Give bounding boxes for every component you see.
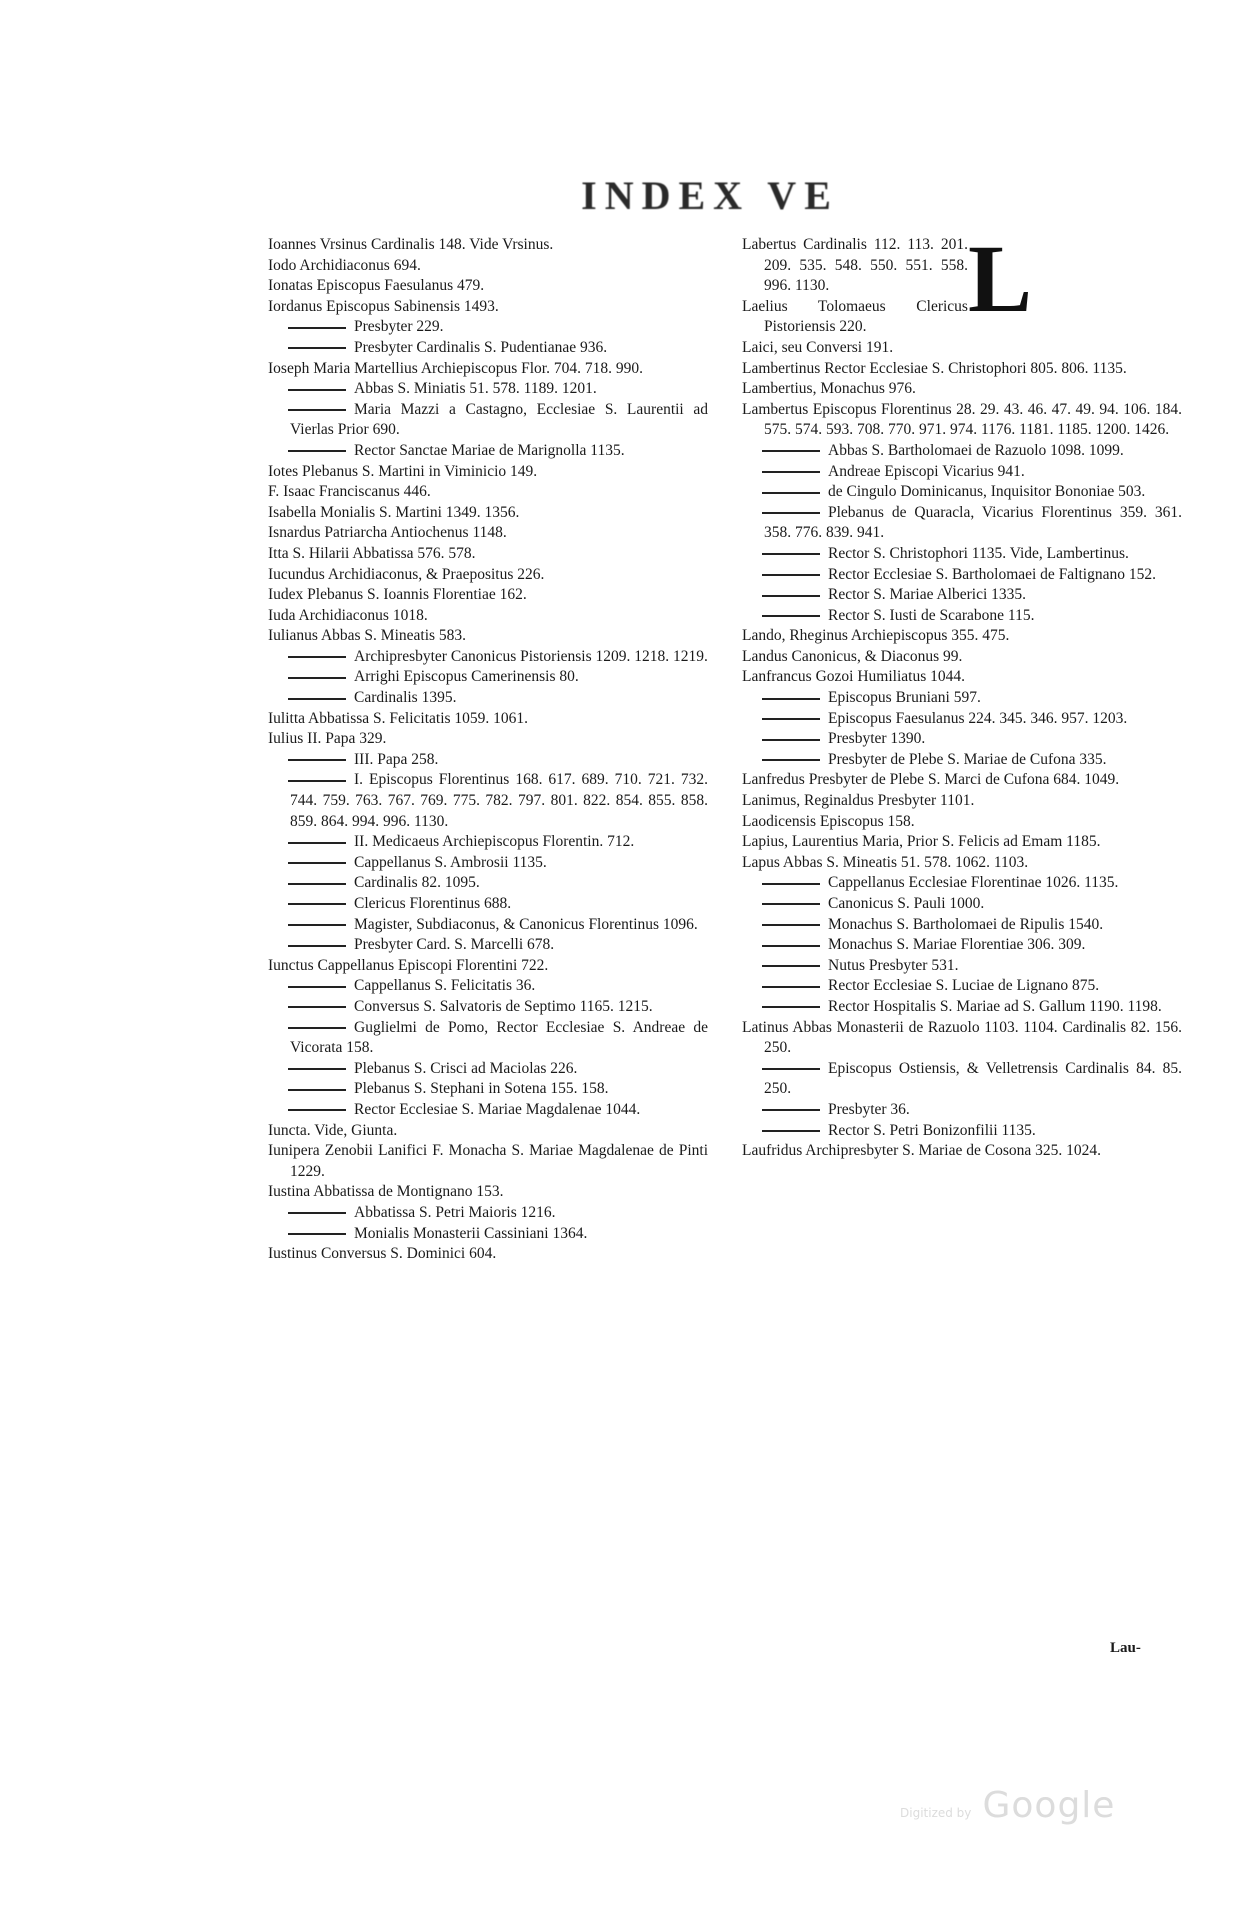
index-entry-text: Monialis Monasterii Cassiniani 1364. [354, 1224, 588, 1242]
ditto-dash [288, 945, 346, 947]
index-entry [742, 503, 1182, 544]
ditto-dash [762, 1068, 820, 1070]
index-column-left [268, 235, 708, 1265]
index-entry-text: Lambertus Episcopus Florentinus 28. 29. 43. 46. 47. 49. 94. 106. 184. 575. 574. 593. 708. 770. 971. 974. 1176. 1181. 1185. 1200. 1426. [742, 400, 1182, 439]
index-entry [742, 935, 1182, 956]
index-entry [268, 1100, 708, 1121]
index-entry-text: Arrighi Episcopus Camerinensis 80. [354, 668, 579, 686]
ditto-dash [762, 924, 820, 926]
index-entry [742, 853, 1182, 874]
ditto-dash [762, 1130, 820, 1132]
ditto-dash [762, 698, 820, 700]
index-entry-text: Rector Hospitalis S. Mariae ad S. Gallum 1190. 1198. [828, 997, 1162, 1015]
index-entry [742, 915, 1182, 936]
index-entry-text: Iulitta Abbatissa S. Felicitatis 1059. 1061. [268, 709, 529, 727]
index-entry [742, 482, 1182, 503]
ditto-dash [762, 1109, 820, 1111]
index-entry [268, 256, 708, 277]
index-entry [268, 894, 708, 915]
ditto-dash [288, 1233, 346, 1235]
index-entry [742, 709, 1182, 730]
index-entry [268, 873, 708, 894]
digitized-watermark [900, 1785, 1115, 1826]
index-entry-text: Iustina Abbatissa de Montignano 153. [268, 1183, 504, 1201]
index-entries-right [742, 225, 1182, 1162]
ditto-dash [762, 512, 820, 514]
index-entry-text: Rector Ecclesiae S. Bartholomaei de Faltignano 152. [828, 565, 1156, 583]
index-entry-text: Iodo Archidiaconus 694. [268, 256, 421, 274]
index-entry-text: III. Papa 258. [354, 750, 439, 768]
index-entry [742, 297, 1182, 338]
index-entry-text: Presbyter 229. [354, 318, 444, 336]
index-entry-text: Monachus S. Bartholomaei de Ripulis 1540. [828, 915, 1104, 933]
index-entry-text: Magister, Subdiaconus, & Canonicus Florentinus 1096. [354, 915, 698, 933]
index-entry-text: Episcopus Faesulanus 224. 345. 346. 957. 1203. [828, 709, 1128, 727]
index-entry-text: Abbas S. Bartholomaei de Razuolo 1098. 1099. [828, 441, 1124, 459]
index-entry-text: Guglielmi de Pomo, Rector Ecclesiae S. Andreae de Vicorata 158. [290, 1018, 708, 1057]
index-entry-text: Laelius Tolomaeus Clericus Pistoriensis 220. [742, 297, 968, 336]
index-entry [268, 667, 708, 688]
index-entry-text: Rector S. Christophori 1135. Vide, Lambertinus. [828, 544, 1129, 562]
index-entry [742, 626, 1182, 647]
index-entry [742, 791, 1182, 812]
index-entry-text: Rector S. Mariae Alberici 1335. [828, 586, 1027, 604]
index-entry [742, 1059, 1182, 1100]
index-entry [268, 750, 708, 771]
index-entry-text: de Cingulo Dominicanus, Inquisitor Bononiae 503. [828, 483, 1146, 501]
index-entry [268, 523, 708, 544]
index-entry-text: Landus Canonicus, & Diaconus 99. [742, 647, 963, 665]
ditto-dash [762, 615, 820, 617]
index-entry-text: Iuda Archidiaconus 1018. [268, 606, 428, 624]
index-entry [268, 276, 708, 297]
ditto-dash [288, 347, 346, 349]
index-entry-text: Cardinalis 82. 1095. [354, 874, 480, 892]
ditto-dash [762, 450, 820, 452]
index-entry-text: Episcopus Ostiensis, & Velletrensis Cardinalis 84. 85. 250. [764, 1059, 1182, 1098]
index-entry-text: Plebanus S. Crisci ad Maciolas 226. [354, 1059, 578, 1077]
index-entry [268, 379, 708, 400]
index-entry-text: Lambertinus Rector Ecclesiae S. Christophori 805. 806. 1135. [742, 359, 1127, 377]
index-entry-text: Cappellanus S. Ambrosii 1135. [354, 853, 547, 871]
index-entry-text: Presbyter Card. S. Marcelli 678. [354, 936, 555, 954]
index-entry [742, 544, 1182, 565]
index-entry-text: Ioseph Maria Martellius Archiepiscopus Flor. 704. 718. 990. [268, 359, 643, 377]
index-entry [268, 832, 708, 853]
index-entry [268, 915, 708, 936]
index-entry-text: Clericus Florentinus 688. [354, 895, 512, 912]
index-entry-text: Laufridus Archipresbyter S. Mariae de Cosona 325. 1024. [742, 1142, 1102, 1160]
index-entry-text: Plebanus de Quaracla, Vicarius Florentinus 359. 361. 358. 776. 839. 941. [764, 503, 1182, 542]
index-entry-text: Presbyter de Plebe S. Mariae de Cufona 335. [828, 750, 1107, 768]
index-entry-text: Laodicensis Episcopus 158. [742, 812, 915, 830]
ditto-dash [762, 553, 820, 555]
index-entry [268, 956, 708, 977]
ditto-dash [762, 759, 820, 761]
index-entry-text: Iordanus Episcopus Sabinensis 1493. [268, 297, 499, 315]
ditto-dash [288, 409, 346, 411]
ditto-dash [288, 986, 346, 988]
ditto-dash [288, 842, 346, 844]
ditto-dash [288, 1068, 346, 1070]
ditto-dash [288, 389, 346, 391]
index-entry [268, 297, 708, 318]
index-entry-text: Rector Ecclesiae S. Luciae de Lignano 875. [828, 977, 1100, 995]
index-entry-text: Iudex Plebanus S. Ioannis Florentiae 162. [268, 586, 527, 604]
ditto-dash [762, 471, 820, 473]
index-entry [268, 503, 708, 524]
index-entry-text: Isabella Monialis S. Martini 1349. 1356. [268, 503, 520, 521]
index-entry-text: Lanfredus Presbyter de Plebe S. Marci de Cufona 684. 1049. [742, 771, 1120, 789]
index-entry-text: Ionatas Episcopus Faesulanus 479. [268, 277, 485, 295]
index-entry-text: Andreae Episcopi Vicarius 941. [828, 462, 1025, 480]
index-entry [742, 997, 1182, 1018]
ditto-dash [288, 1089, 346, 1091]
index-entry [742, 400, 1182, 441]
index-entry [742, 338, 1182, 359]
ditto-dash [762, 492, 820, 494]
index-entry-text: Presbyter 1390. [828, 730, 926, 748]
index-entry [742, 770, 1182, 791]
index-entry [268, 565, 708, 586]
index-entry [268, 1203, 708, 1224]
index-entry-text: Conversus S. Salvatoris de Septimo 1165. 1215. [354, 997, 653, 1015]
index-entry [742, 1018, 1182, 1059]
index-entry [742, 750, 1182, 771]
ditto-dash [762, 1006, 820, 1008]
index-entry-text: Maria Mazzi a Castagno, Ecclesiae S. Laurentii ad Vierlas Prior 690. [290, 400, 708, 439]
index-entry-text: Latinus Abbas Monasterii de Razuolo 1103. 1104. Cardinalis 82. 156. 250. [742, 1018, 1182, 1057]
index-entry-text: Archipresbyter Canonicus Pistoriensis 1209. 1218. 1219. [354, 647, 708, 665]
ditto-dash [288, 903, 346, 905]
index-entry [742, 462, 1182, 483]
index-entry-text: Plebanus S. Stephani in Sotena 155. 158. [354, 1080, 609, 1098]
index-entry-text: I. Episcopus Florentinus 168. 617. 689. 710. 721. 732. 744. 759. 763. 767. 769. 775. 782. 797. 801. 822. 854. 855. 858. 859. 864. 994. 996. 1130. [290, 771, 708, 830]
index-entry [268, 400, 708, 441]
ditto-dash [762, 718, 820, 720]
ditto-dash [762, 739, 820, 741]
ditto-dash [288, 759, 346, 761]
ditto-dash [288, 924, 346, 926]
index-entry [268, 462, 708, 483]
index-entry-text: Cappellanus S. Felicitatis 36. [354, 977, 536, 995]
index-entry-text: Iustinus Conversus S. Dominici 604. [268, 1245, 497, 1263]
index-entry [268, 359, 708, 380]
index-entry-text: Iunipera Zenobii Lanifici F. Monacha S. Mariae Magdalenae de Pinti 1229. [268, 1142, 708, 1180]
index-entry-text: Isnardus Patriarcha Antiochenus 1148. [268, 524, 507, 542]
index-entry [268, 441, 708, 462]
ditto-dash [288, 450, 346, 452]
index-entry-text: Presbyter Cardinalis S. Pudentianae 936. [354, 338, 608, 356]
index-entry-text: Lanimus, Reginaldus Presbyter 1101. [742, 792, 975, 810]
index-entry-text: Lapius, Laurentius Maria, Prior S. Felicis ad Emam 1185. [742, 833, 1101, 851]
ditto-dash [762, 945, 820, 947]
index-entry [268, 317, 708, 338]
index-entry-text: Iotes Plebanus S. Martini in Viminicio 149. [268, 462, 538, 480]
index-entry [268, 1121, 708, 1142]
index-entry-text: Labertus Cardinalis 112. 113. 201. 209. 535. 548. 550. 551. 558. 996. 1130. [742, 236, 968, 295]
index-entry-text: II. Medicaeus Archiepiscopus Florentin. 712. [354, 833, 635, 851]
ditto-dash [288, 698, 346, 700]
index-entry [742, 585, 1182, 606]
ditto-dash [288, 1006, 346, 1008]
index-entry [268, 1224, 708, 1245]
ditto-dash [762, 965, 820, 967]
ditto-dash [762, 986, 820, 988]
index-entry [742, 667, 1182, 688]
index-entry [742, 441, 1182, 462]
index-entry [268, 1018, 708, 1059]
index-entry [268, 770, 708, 832]
ditto-dash [288, 677, 346, 679]
index-entry [268, 1141, 708, 1182]
index-entry-text: Nutus Presbyter 531. [828, 956, 959, 974]
index-entry-text: Abbas S. Miniatis 51. 578. 1189. 1201. [354, 380, 597, 398]
index-entry-text: F. Isaac Franciscanus 446. [268, 483, 431, 501]
index-entry [268, 585, 708, 606]
index-entry [742, 894, 1182, 915]
index-entry [268, 729, 708, 750]
index-entry-text: Ioannes Vrsinus Cardinalis 148. Vide Vrsinus. [268, 236, 554, 253]
index-column-right [742, 225, 1182, 1162]
index-entry [742, 1121, 1182, 1142]
index-entry-text: Iucundus Archidiaconus, & Praepositus 226. [268, 565, 545, 583]
index-entry-text: Rector Sanctae Mariae de Marignolla 1135. [354, 441, 625, 459]
index-entry [268, 482, 708, 503]
ditto-dash [288, 327, 346, 329]
index-entry [742, 729, 1182, 750]
index-entry [742, 606, 1182, 627]
index-entry [742, 359, 1182, 380]
index-entry-text: Cardinalis 1395. [354, 689, 457, 707]
index-entry-text: Monachus S. Mariae Florentiae 306. 309. [828, 936, 1086, 954]
google-logo: Google [982, 1785, 1116, 1826]
index-entry [268, 709, 708, 730]
index-entry [268, 338, 708, 359]
index-entry [268, 235, 708, 256]
index-entry-text: Lambertius, Monachus 976. [742, 380, 916, 398]
catchword: Lau- [1110, 1640, 1141, 1656]
index-entry-text: Iulianus Abbas S. Mineatis 583. [268, 627, 467, 645]
index-entry [268, 853, 708, 874]
index-entry [268, 626, 708, 647]
index-entry-text: Lapus Abbas S. Mineatis 51. 578. 1062. 1103. [742, 853, 1029, 871]
index-entry-text: Iulius II. Papa 329. [268, 730, 387, 748]
ditto-dash [288, 1212, 346, 1214]
ditto-dash [288, 883, 346, 885]
index-entry [742, 688, 1182, 709]
index-entry [742, 956, 1182, 977]
index-entry-text: Itta S. Hilarii Abbatissa 576. 578. [268, 544, 476, 562]
index-entry-text: Lanfrancus Gozoi Humiliatus 1044. [742, 668, 965, 686]
index-entry-text: Presbyter 36. [828, 1100, 910, 1118]
index-entry [268, 976, 708, 997]
index-entry-text: Abbatissa S. Petri Maioris 1216. [354, 1203, 556, 1221]
index-entry [268, 688, 708, 709]
index-entry [742, 812, 1182, 833]
ditto-dash [762, 574, 820, 576]
index-entry [742, 1100, 1182, 1121]
index-entry [742, 976, 1182, 997]
index-entry-text: Iunctus Cappellanus Episcopi Florentini 722. [268, 956, 549, 974]
ditto-dash [762, 883, 820, 885]
index-entry [742, 235, 1182, 297]
index-entry [268, 997, 708, 1018]
ditto-dash [288, 862, 346, 864]
index-entry [742, 647, 1182, 668]
ditto-dash [288, 780, 346, 782]
index-entry [268, 1079, 708, 1100]
index-entry-text: Canonicus S. Pauli 1000. [828, 895, 985, 912]
ditto-dash [288, 656, 346, 658]
index-entry-text: Rector S. Petri Bonizonfilii 1135. [828, 1121, 1036, 1139]
index-entry-text: Cappellanus Ecclesiae Florentinae 1026. 1135. [828, 874, 1119, 892]
index-entry [742, 565, 1182, 586]
index-entry [268, 1244, 708, 1265]
running-head: INDEX VE [581, 173, 839, 218]
index-entry-text: Lando, Rheginus Archiepiscopus 355. 475. [742, 627, 1010, 645]
index-entry [268, 544, 708, 565]
ditto-dash [288, 1109, 346, 1111]
index-entry [742, 1141, 1182, 1162]
ditto-dash [762, 903, 820, 905]
index-entry [268, 606, 708, 627]
index-entry [742, 873, 1182, 894]
index-entry-text: Laici, seu Conversi 191. [742, 338, 894, 356]
index-entry [268, 1059, 708, 1080]
index-entry [742, 832, 1182, 853]
index-entry-text: Iuncta. Vide, Giunta. [268, 1121, 398, 1139]
ditto-dash [288, 1027, 346, 1029]
ditto-dash [762, 595, 820, 597]
index-entry [268, 935, 708, 956]
index-entry [268, 1182, 708, 1203]
index-entry-text: Rector Ecclesiae S. Mariae Magdalenae 1044. [354, 1100, 641, 1118]
drop-cap-letter: L [967, 225, 1032, 332]
index-entry [268, 647, 708, 668]
index-entry-text: Episcopus Bruniani 597. [828, 689, 981, 707]
index-entry [742, 379, 1182, 400]
index-entry-text: Rector S. Iusti de Scarabone 115. [828, 606, 1035, 624]
watermark-small-text: Digitized by [900, 1806, 972, 1820]
